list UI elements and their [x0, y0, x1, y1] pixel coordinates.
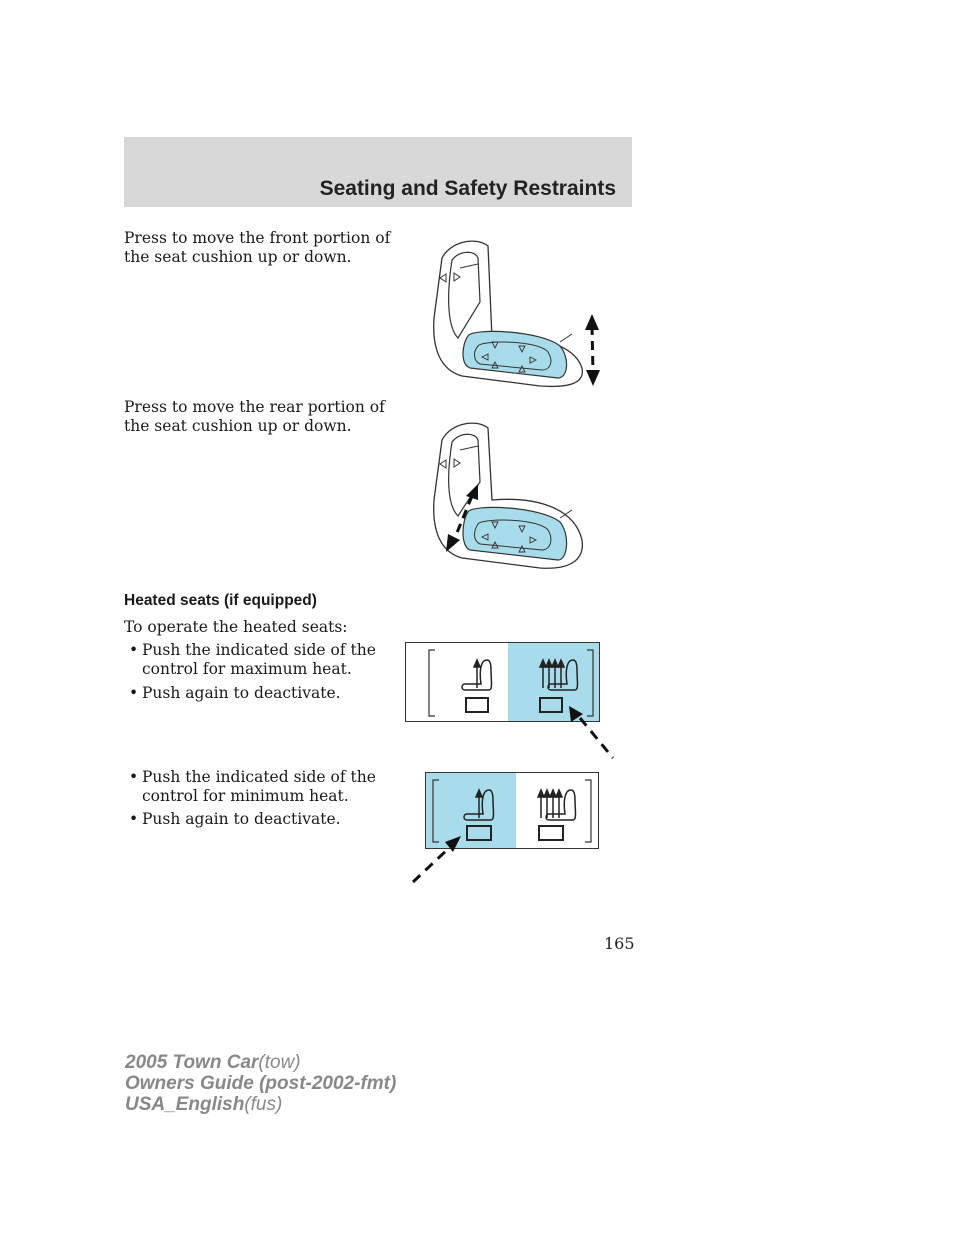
section-header [124, 137, 632, 207]
section-title: Seating and Safety Restraints [319, 177, 616, 200]
page-number: 165 [604, 934, 635, 953]
heated-seat-control-min-illustration [405, 770, 605, 890]
list-item: • Push again to deactivate. [129, 810, 341, 828]
seat-front-cushion-illustration [420, 238, 610, 388]
rear-cushion-text: Press to move the rear portion of the seat cushion up or down. [124, 398, 385, 435]
list-item: • Push again to deactivate. [129, 684, 341, 702]
heated-seats-heading: Heated seats (if equipped) [124, 592, 317, 609]
list-item: • Push the indicated side of the control for maximum heat. [129, 641, 376, 678]
list-item: • Push the indicated side of the control for minimum heat. [129, 768, 376, 805]
seat-rear-cushion-illustration [420, 420, 590, 580]
front-cushion-text: Press to move the front portion of the seat cushion up or down. [124, 229, 391, 266]
heated-intro: To operate the heated seats: [124, 618, 348, 636]
heated-seat-control-max-illustration [405, 640, 620, 765]
document-footer: 2005 Town Car(tow) Owners Guide (post-2002-fmt) USA_English(fus) [125, 1052, 397, 1115]
